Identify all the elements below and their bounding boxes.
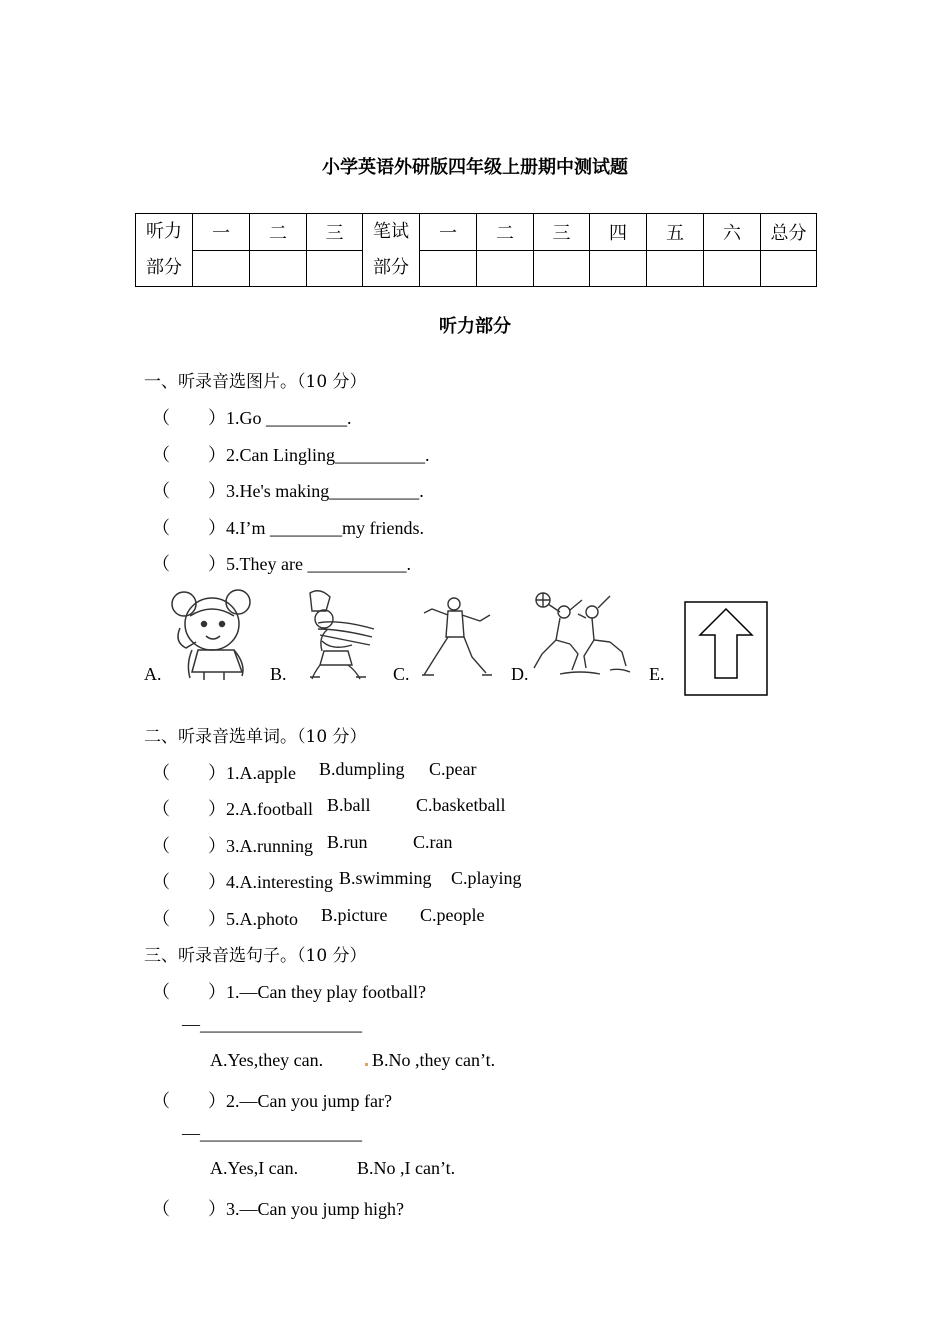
- score-cell[interactable]: [647, 250, 704, 287]
- score-cell[interactable]: [477, 250, 534, 287]
- score-cell[interactable]: [761, 250, 817, 287]
- question-2-4: （ ）4.A.interesting: [152, 872, 333, 892]
- option-3-2-a: A.Yes,I can.: [210, 1158, 299, 1178]
- answer-line-3-2[interactable]: —__________________: [182, 1123, 362, 1143]
- score-cell[interactable]: [704, 250, 761, 287]
- section3-heading: 三、听录音选句子。（10 分）: [144, 946, 367, 966]
- writing-col-6: 六: [704, 214, 761, 251]
- answer-line-3-1[interactable]: —__________________: [182, 1014, 362, 1034]
- listening-col-2: 二: [250, 214, 307, 251]
- up-arrow-icon: [684, 601, 768, 696]
- listening-label-cell: 听力 部分: [136, 214, 193, 287]
- writing-col-5: 五: [647, 214, 704, 251]
- question-2-2: （ ）2.A.football: [152, 799, 313, 819]
- score-table: [135, 213, 817, 287]
- score-cell[interactable]: [193, 250, 250, 287]
- basketball-players-icon: [530, 590, 636, 680]
- writing-col-2: 二: [477, 214, 534, 251]
- option-2-2-c: C.basketball: [416, 795, 506, 815]
- writing-label-cell: 笔试 部分: [363, 214, 420, 287]
- question-3-2: （ ）2.—Can you jump far?: [152, 1091, 392, 1111]
- picture-label-d: D.: [511, 664, 529, 684]
- option-3-1-b: B.No ,they can’t.: [372, 1050, 496, 1070]
- writing-col-4: 四: [590, 214, 647, 251]
- listening-col-1: 一: [193, 214, 250, 251]
- question-1-2: （ ）2.Can Lingling__________.: [152, 445, 430, 465]
- option-3-2-b: B.No ,I can’t.: [357, 1158, 456, 1178]
- option-2-4-b: B.swimming: [339, 868, 432, 888]
- option-2-4-c: C.playing: [451, 868, 522, 888]
- section1-heading: 一、听录音选图片。（10 分）: [144, 372, 367, 392]
- picture-label-c: C.: [393, 664, 410, 684]
- score-cell[interactable]: [420, 250, 477, 287]
- picture-label-a: A.: [144, 664, 162, 684]
- question-3-1: （ ）1.—Can they play football?: [152, 982, 426, 1002]
- section-subtitle: 听力部分: [439, 316, 511, 337]
- option-2-5-b: B.picture: [321, 905, 388, 925]
- question-1-3: （ ）3.He's making__________.: [152, 481, 424, 501]
- score-cell[interactable]: [250, 250, 307, 287]
- picture-label-b: B.: [270, 664, 287, 684]
- option-2-5-c: C.people: [420, 905, 485, 925]
- listening-col-3: 三: [307, 214, 363, 251]
- taichi-icon: [420, 595, 494, 679]
- score-cell[interactable]: [590, 250, 647, 287]
- option-2-1-b: B.dumpling: [319, 759, 405, 779]
- picture-label-e: E.: [649, 664, 665, 684]
- option-2-3-c: C.ran: [413, 832, 453, 852]
- score-cell[interactable]: [534, 250, 590, 287]
- question-2-5: （ ）5.A.photo: [152, 909, 298, 929]
- score-cell[interactable]: [307, 250, 363, 287]
- question-3-3: （ ）3.—Can you jump high?: [152, 1199, 404, 1219]
- question-1-5: （ ）5.They are ___________.: [152, 554, 411, 574]
- page-title: 小学英语外研版四年级上册期中测试题: [322, 157, 628, 178]
- girl-phone-icon: [168, 588, 254, 682]
- writing-col-3: 三: [534, 214, 590, 251]
- question-1-4: （ ）4.I’m ________my friends.: [152, 518, 424, 538]
- chef-noodles-icon: [300, 589, 380, 681]
- option-2-1-c: C.pear: [429, 759, 477, 779]
- writing-col-1: 一: [420, 214, 477, 251]
- total-col: 总分: [761, 214, 817, 251]
- decorative-dot: [365, 1063, 368, 1066]
- section2-heading: 二、听录音选单词。（10 分）: [144, 727, 367, 747]
- option-2-2-b: B.ball: [327, 795, 371, 815]
- question-2-1: （ ）1.A.apple: [152, 763, 296, 783]
- option-2-3-b: B.run: [327, 832, 368, 852]
- option-3-1-a: A.Yes,they can.: [210, 1050, 324, 1070]
- question-1-1: （ ）1.Go _________.: [152, 408, 352, 428]
- question-2-3: （ ）3.A.running: [152, 836, 313, 856]
